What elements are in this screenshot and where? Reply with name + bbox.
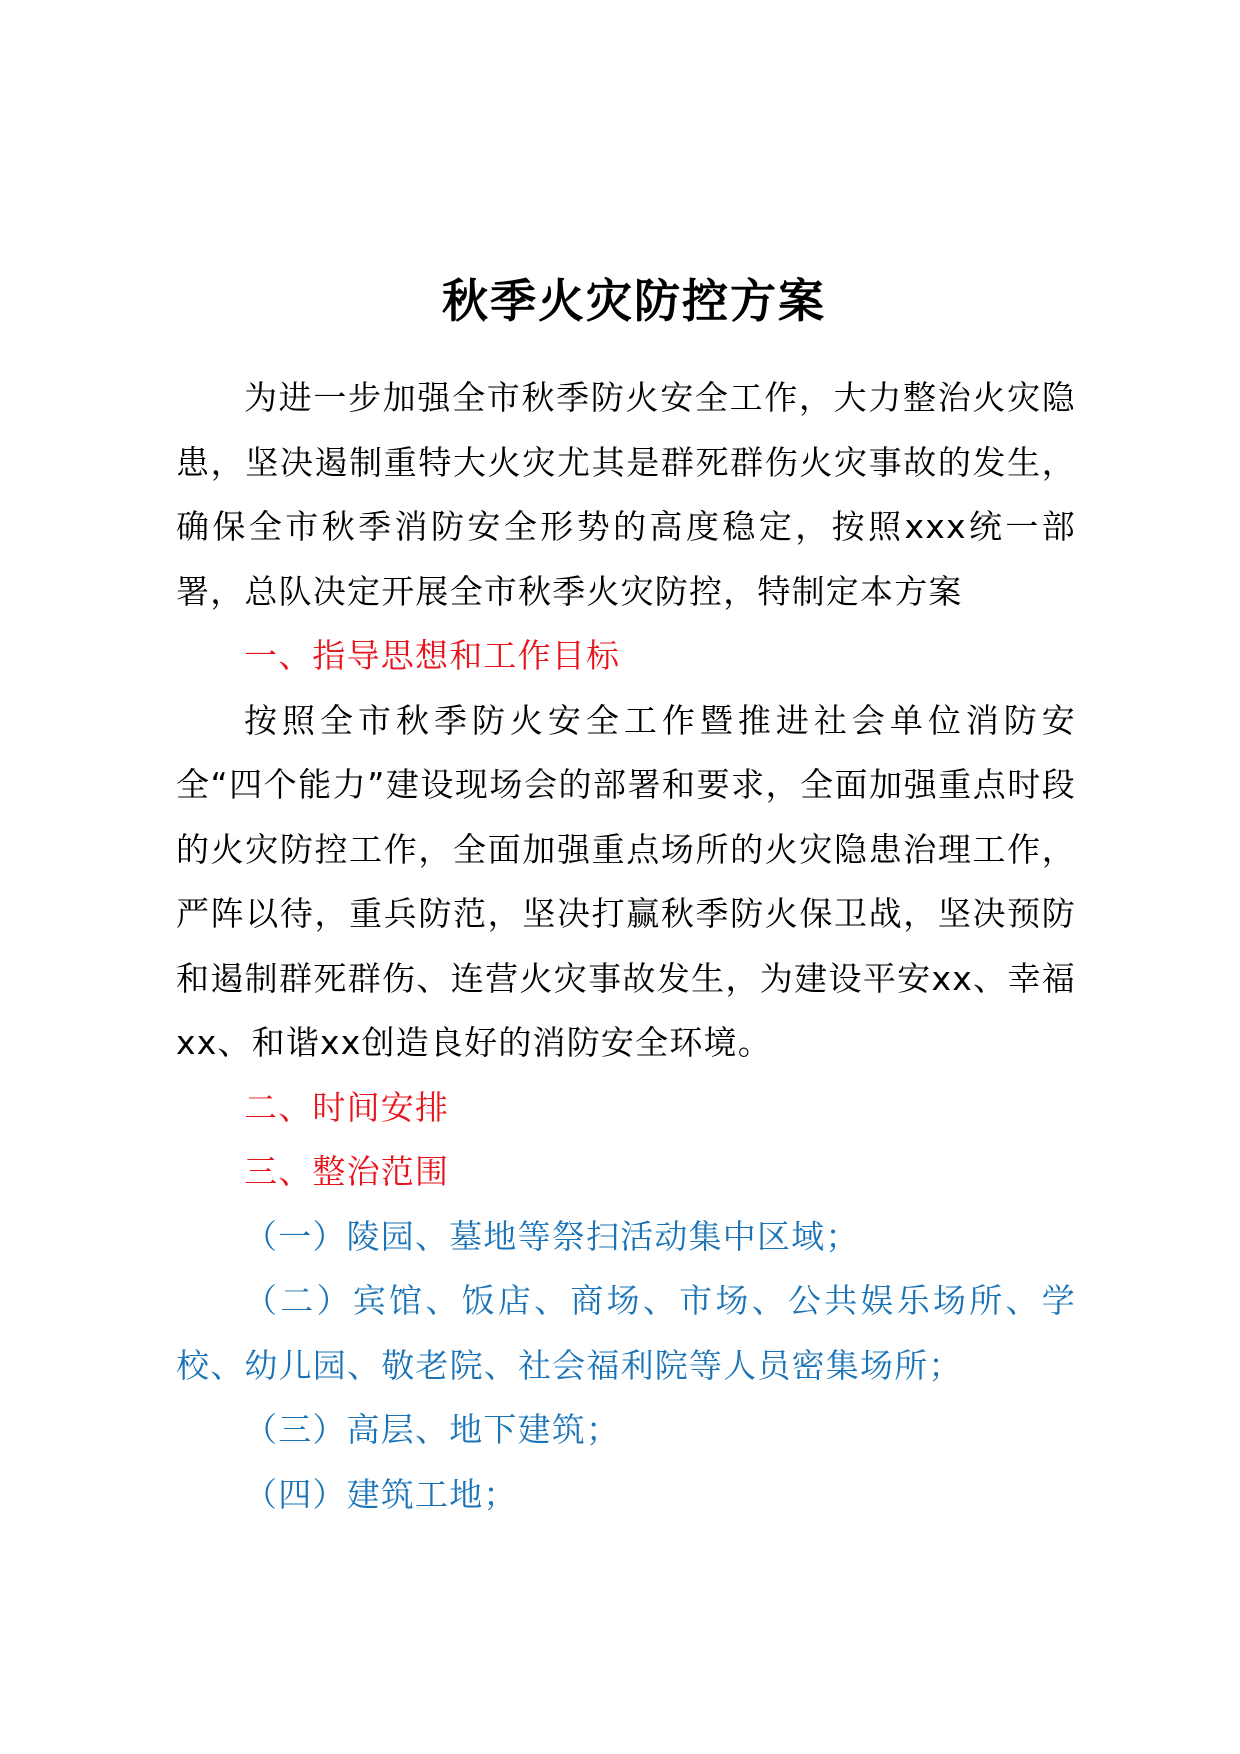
section-heading-guiding-thought: 一、指导思想和工作目标: [244, 636, 621, 675]
guiding-thought-paragraph: 按照全市秋季防火安全工作暨推进社会单位消防安全“四个能力”建设现场会的部署和要求，全面加强重点时段的火灾防控工作，全面加强重点场所的火灾隐患治理工作，严阵以待，重兵防范，坚决打赢秋季防火保卫战，坚决预防和遏制群死群伤、连营火灾事故发生，为建设平安xx、幸福xx、和谐xx创造良好的消防安全环境。: [176, 700, 1076, 1062]
scope-item-crowded-places: （二）宾馆、饭店、商场、市场、公共娱乐场所、学校、幼儿园、敬老院、社会福利院等人员密集场所；: [176, 1281, 1076, 1385]
intro-paragraph: 为进一步加强全市秋季防火安全工作，大力整治火灾隐患，坚决遏制重特大火灾尤其是群死群伤火灾事故的发生，确保全市秋季消防安全形势的高度稳定，按照xxx统一部署，总队决定开展全市秋季火灾防控，特制定本方案: [176, 378, 1076, 611]
section-heading-scope: 三、整治范围: [244, 1152, 450, 1191]
scope-item-cemeteries: （一）陵园、墓地等祭扫活动集中区域；: [244, 1216, 860, 1256]
document-content: [176, 262, 1076, 1527]
scope-item-construction-sites: （四）建筑工地；: [244, 1474, 518, 1514]
scope-item-high-rise-underground: （三）高层、地下建筑；: [244, 1410, 621, 1449]
document-title: 秋季火灾防控方案: [442, 274, 826, 328]
section-heading-schedule: 二、时间安排: [244, 1087, 450, 1127]
